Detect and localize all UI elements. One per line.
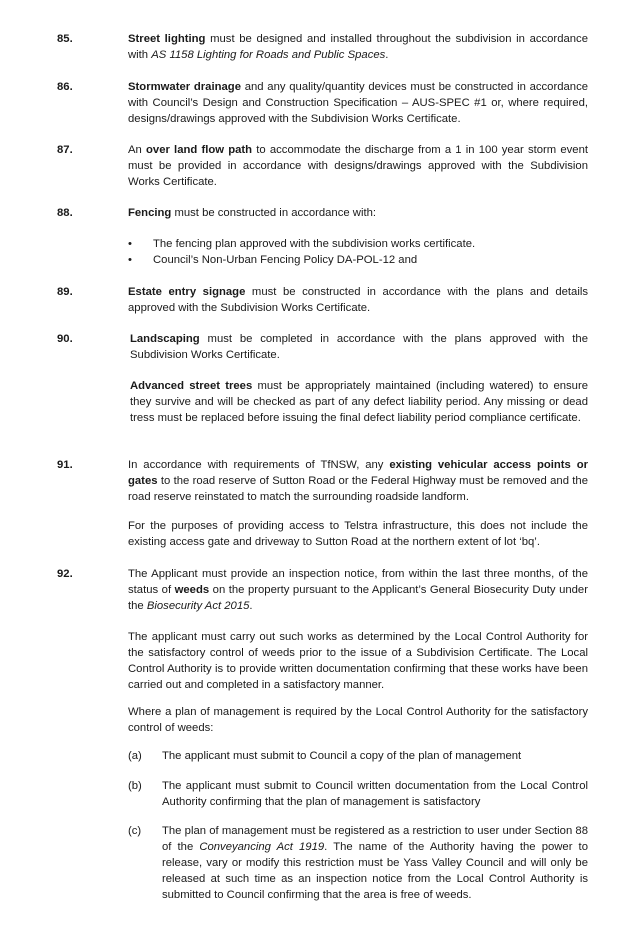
sub-item-text: The plan of management must be registered as a restriction to user under Section 88 of the Conveyancing Act 1919. The name of the Authority having the power to release, vary or modify this restriction must be Yass Valley Council and will only be released at such time as an inspection notice from the Local Control Authority is submitted to Council confirming that the area is free of weeds. (162, 825, 588, 901)
clause-keyword: Stormwater drainage (128, 81, 241, 93)
clause-keyword: Advanced street trees (130, 380, 253, 392)
clause-keyword: Estate entry signage (128, 286, 246, 298)
clause-number: 89. (57, 286, 73, 298)
clause-text: Landscaping must be completed in accordance with the plans approved with the Subdivision Works Certificate. (130, 333, 588, 361)
clause-paragraph: Advanced street trees must be appropriately maintained (including watered) to ensure they survive and will be checked as part of any defect liability period. Any missing or dead tress must be replaced before issuing the final defect liability period compliance certificate. (130, 380, 588, 424)
clause-paragraph: The applicant must carry out such works as determined by the Local Control Authority for the satisfactory control of weeds prior to the issue of a Subdivision Certificate. The Local Control Authority is to provide written documentation confirming that these works have been carried out and completed in a satisfactory manner. (128, 631, 588, 691)
sub-item-label: (a) (128, 750, 142, 762)
clause-number: 90. (57, 333, 73, 345)
clause-text: Estate entry signage must be constructed in accordance with the plans and details approved with the Subdivision Works Certificate. (128, 286, 588, 314)
clause-paragraph: For the purposes of providing access to Telstra infrastructure, this does not include the existing access gate and driveway to Sutton Road at the northern extent of lot ‘bq’. (128, 520, 588, 548)
clause-text: In accordance with requirements of TfNSW, any existing vehicular access points or gates to the road reserve of Sutton Road or the Federal Highway must be removed and the road reserve reinstated to match the surrounding roadside landform. (128, 459, 589, 503)
clause-number: 92. (57, 568, 73, 580)
clause-number: 86. (57, 81, 73, 93)
clause-number: 87. (57, 144, 73, 156)
clause-number: 85. (57, 33, 73, 45)
clause-number: 88. (57, 207, 73, 219)
sub-item-text: The applicant must submit to Council a copy of the plan of management (162, 750, 522, 762)
clause-paragraph: Where a plan of management is required by the Local Control Authority for the satisfactory control of weeds: (128, 706, 588, 734)
clause-keyword: weeds (174, 584, 210, 596)
sub-item-text: The applicant must submit to Council written documentation from the Local Control Authority confirming that the plan of management is satisfactory (162, 780, 588, 808)
standard-title: AS 1158 Lighting for Roads and Public Spaces (151, 49, 386, 61)
clause-text: The Applicant must provide an inspection notice, from within the last three months, of the status of weeds on the property pursuant to the Applicant’s General Biosecurity Duty under the Biosecurity Act 2015. (128, 568, 588, 612)
clause-text: Fencing must be constructed in accordance with: (128, 207, 377, 219)
act-title: Conveyancing Act 1919 (199, 841, 325, 853)
clause-text: An over land flow path to accommodate the discharge from a 1 in 100 year storm event must be provided in accordance with designs/drawings approved with the Subdivision Works Certificate. (128, 144, 588, 188)
sub-item-label: (b) (128, 780, 142, 792)
clause-keyword: Street lighting (128, 33, 206, 45)
sub-item-label: (c) (128, 825, 142, 837)
clause-text: Stormwater drainage and any quality/quantity devices must be constructed in accordance with Council’s Design and Construction Specification – AUS-SPEC #1 or, where required, designs/drawings approved with the Subdivision Works Certificate. (128, 81, 588, 125)
bullet-icon: • (128, 238, 132, 250)
clause-text: Street lighting must be designed and installed throughout the subdivision in accordance with AS 1158 Lighting for Roads and Public Spaces. (128, 33, 588, 61)
clause-keyword: Fencing (128, 207, 172, 219)
clause-keyword: existing vehicular access points or gates (128, 459, 589, 487)
clause-number: 91. (57, 459, 73, 471)
clause-keyword: Landscaping (130, 333, 200, 345)
act-title: Biosecurity Act 2015 (146, 600, 250, 612)
bullet-icon: • (128, 254, 132, 266)
clause-keyword: over land flow path (146, 144, 253, 156)
